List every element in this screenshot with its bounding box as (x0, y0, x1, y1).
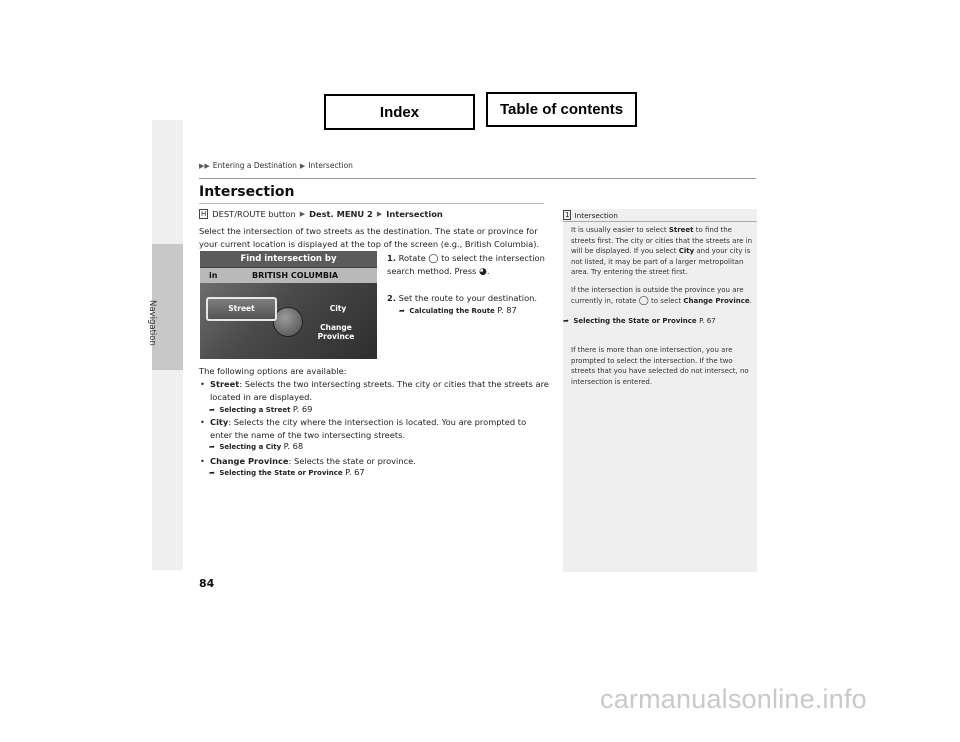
screen-change-line2: Province (317, 332, 355, 341)
screen-change-province-option (310, 323, 362, 341)
home-button-icon: H (201, 210, 207, 218)
breadcrumb-item-entering-destination[interactable]: Entering a Destination (212, 161, 297, 170)
nav-screen-image (200, 251, 377, 359)
step-1-pre: Rotate (398, 253, 426, 263)
breadcrumb-arrow-icon: ▶ (299, 161, 306, 170)
step-1: 1. Rotate ◯ to select the intersection search method. Press ◕. (387, 253, 545, 277)
sidebar-note-1 (571, 225, 753, 278)
sidebar-note-3: If there is more than one intersection, you are prompted to select the intersection. If the two streets that you have selected do not intersect, no intersection is entered. (571, 346, 749, 386)
sidebar-heading-text: Intersection (574, 210, 618, 220)
sidebar-note-1-post: and your city is not listed, it may be part of a larger metropolitan area. Try entering the street first. (571, 247, 751, 276)
xref-arrow-icon: ➦ (563, 317, 569, 325)
step-2-number: 2. (387, 293, 396, 303)
page-number: 84 (199, 577, 215, 590)
breadcrumb-arrow-icon: ▶▶ (199, 161, 210, 170)
sidebar-note-2-end: . (749, 296, 752, 305)
watermark-logo: carmanualsonline.info (600, 684, 867, 714)
xref-arrow-icon: ➦ (209, 443, 215, 451)
enter-icon: ◕ (479, 267, 487, 277)
screen-change-line1: Change (320, 323, 352, 332)
selecting-street-ref[interactable]: Selecting a Street (219, 406, 291, 414)
sidebar-heading (563, 210, 618, 220)
calculating-route-ref[interactable]: Calculating the Route (409, 307, 495, 315)
sidebar-note-1-pre: It is usually easier to select (571, 226, 667, 234)
sidebar-note-1-mid: to find the streets first. The city or cities that the streets are in will be displayed. If you select (571, 226, 753, 255)
sidebar-selecting-state-link[interactable] (563, 317, 716, 325)
xref-arrow-icon: ➦ (399, 307, 405, 315)
selecting-street-link[interactable] (209, 404, 312, 414)
title-divider (199, 203, 544, 204)
selecting-city-link[interactable] (209, 441, 303, 451)
note-icon: 1 (565, 211, 570, 219)
screen-province: BRITISH COLUMBIA (252, 271, 339, 280)
option-city-term: City (210, 417, 229, 427)
option-change-province (200, 455, 550, 468)
side-strip-top (152, 120, 183, 244)
bullet-icon: • (200, 456, 205, 466)
section-tab-label: Navigation (147, 300, 157, 346)
options-intro: The following options are available: (199, 366, 347, 376)
index-button[interactable]: Index (324, 94, 475, 130)
calculating-route-page[interactable]: P. 87 (497, 305, 517, 315)
path-arrow-icon: ▶ (299, 210, 306, 218)
sidebar-selecting-state-page[interactable]: P. 67 (699, 317, 716, 325)
screen-title: Find intersection by (240, 254, 337, 264)
interface-dial-icon: ◯ (428, 254, 439, 264)
interface-dial-icon: ◯ (638, 295, 649, 306)
step-1-text: to select the intersection search method. Press (387, 253, 545, 276)
sidebar-note-2-mid: to select (651, 296, 682, 305)
sidebar-term-change-province: Change Province (683, 296, 750, 305)
selecting-city-ref[interactable]: Selecting a City (219, 443, 282, 451)
selecting-state-ref[interactable]: Selecting the State or Province (219, 469, 343, 477)
step-2 (387, 292, 547, 304)
sidebar-term-city: City (678, 247, 695, 255)
option-street-text: : Selects the two intersecting streets. The city or cities that the streets are located in are displayed. (210, 379, 549, 402)
path-arrow-icon: ▶ (376, 210, 383, 218)
intro-paragraph: Select the intersection of two streets as the destination. The state or province for your current location is displayed at the top of the screen (e.g., British Columbia). (199, 226, 540, 249)
breadcrumb (199, 161, 353, 170)
sidebar-divider (563, 221, 757, 222)
selecting-street-page[interactable]: P. 69 (292, 404, 313, 414)
option-city (200, 416, 550, 441)
selecting-state-page[interactable]: P. 67 (345, 467, 365, 477)
option-change-province-text: : Selects the state or province. (288, 456, 416, 466)
step-2-text: Set the route to your destination. (398, 293, 538, 303)
path-item: Intersection (386, 209, 443, 219)
screen-dial-icon (273, 307, 303, 337)
option-city-text: : Selects the city where the intersection is located. You are prompted to enter the name of the two intersecting streets. (210, 417, 527, 440)
table-of-contents-button[interactable]: Table of contents (486, 92, 637, 127)
path-button: DEST/ROUTE button (212, 209, 296, 219)
header-divider (199, 178, 756, 179)
calculating-route-link[interactable] (399, 305, 517, 315)
screen-street-option: Street (206, 297, 277, 321)
step-1-number: 1. (387, 253, 396, 263)
menu-path (199, 209, 443, 219)
selecting-city-page[interactable]: P. 68 (283, 441, 304, 451)
option-change-province-term: Change Province (210, 456, 289, 466)
side-strip-bottom (152, 370, 183, 570)
xref-arrow-icon: ➦ (209, 406, 215, 414)
sidebar-note-2-pre: If the intersection is outside the province you are currently in, rotate (571, 286, 744, 305)
sidebar-selecting-state-ref[interactable]: Selecting the State or Province (573, 317, 697, 325)
screen-city-option: City (329, 304, 347, 313)
bullet-icon: • (200, 379, 205, 389)
xref-arrow-icon: ➦ (209, 469, 215, 477)
screen-in-label: in (209, 271, 218, 280)
bullet-icon: • (200, 417, 205, 427)
path-menu: Dest. MENU 2 (309, 209, 373, 219)
option-street (200, 378, 550, 403)
sidebar-term-street: Street (668, 226, 694, 234)
page-title: Intersection (199, 184, 295, 200)
sidebar-note-2 (571, 285, 753, 306)
breadcrumb-item-intersection[interactable]: Intersection (308, 161, 353, 170)
selecting-state-link[interactable] (209, 467, 365, 477)
option-street-term: Street (210, 379, 240, 389)
